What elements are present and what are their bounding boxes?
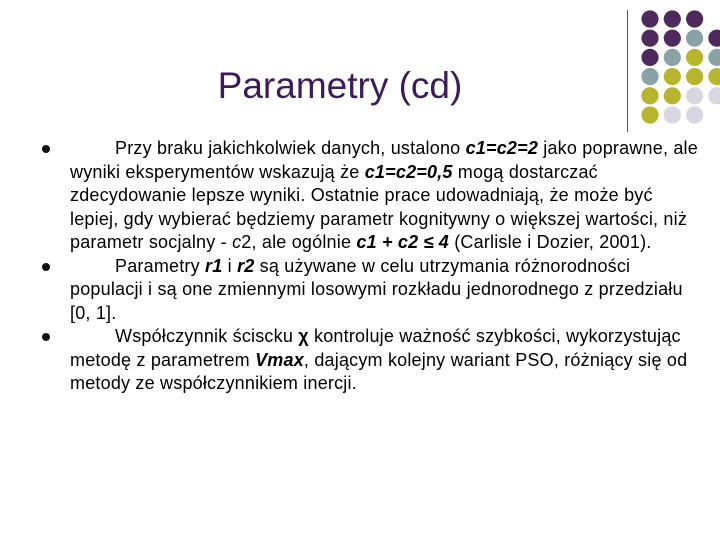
decor-dot [664, 30, 681, 47]
bullet-text: kontroluje ważność szybkości, wykorzystując metodę z parametrem [70, 326, 681, 370]
decor-dot [708, 30, 720, 47]
bullet-text: są używane w celu utrzymania różnorodności populacji i są one zmiennymi losowymi rozkładu jednorodnego z przedziału [0, 1]. [70, 255, 683, 323]
decor-dot [708, 87, 720, 104]
bullet-text: (Carlisle i Dozier, 2001). [449, 232, 652, 252]
decor-dot [641, 87, 658, 104]
bullet-text: c [232, 232, 242, 252]
decor-dot [686, 87, 703, 104]
bullet-marker [42, 333, 50, 341]
bullet-text: i [222, 255, 238, 276]
decor-dot [664, 87, 681, 104]
bullet-text: r1 [205, 255, 223, 276]
decor-dot [686, 68, 703, 85]
bullet-text: c1=c2=2 [465, 138, 539, 158]
bullet-item [40, 325, 700, 396]
bullet-item [40, 255, 700, 326]
decor-dot [708, 49, 720, 66]
decor-dot [641, 68, 658, 85]
decor-dot [664, 10, 681, 27]
decor-dot [664, 68, 681, 85]
decor-dot [641, 106, 658, 123]
decor-dot [686, 106, 703, 123]
bullet-text: χ [298, 326, 309, 346]
bullet-text: mogą dostarczać zdecydowanie lepsze wyniki. Ostatnie prace udowadniają, że może być lepiej, gdy wybierać będziemy parametr kognitywny o większej wartości, niż parametr socjalny - [70, 161, 688, 252]
bullet-text: Przy braku jakichkolwiek danych, ustalono [115, 138, 466, 158]
bullet-text: jako poprawne, ale wyniki eksperymentów wskazują że [70, 138, 698, 182]
decor-dot [641, 10, 658, 27]
decor-dot [664, 49, 681, 66]
bullet-text: Parametry [115, 255, 206, 276]
bullet-text: Współczynnik ściscku [115, 326, 299, 346]
decor-dot [686, 10, 703, 27]
decor-dot [708, 68, 720, 85]
bullet-text: 2, ale ogólnie [241, 232, 357, 252]
decor-dot [664, 106, 681, 123]
bullet-item [40, 137, 700, 255]
bullet-text: , dającym kolejny wariant PSO, różniący się od metody ze współczynnikiem inercji. [70, 349, 688, 393]
decor-dot [686, 30, 703, 47]
bullet-marker [42, 145, 50, 153]
bullet-text: c1 + c2 ≤ 4 [356, 232, 450, 252]
decor-dot [686, 49, 703, 66]
bullet-text: Vmax [255, 349, 304, 370]
bullet-marker [42, 263, 50, 271]
dot-grid-decoration [0, 0, 720, 140]
slide-title: Parametry (cd) [217, 65, 463, 106]
decor-dot [641, 30, 658, 47]
bullet-text: c1=c2=0,5 [364, 161, 453, 182]
decor-dot [641, 49, 658, 66]
bullet-list [40, 137, 700, 396]
bullet-text: r2 [237, 255, 255, 276]
